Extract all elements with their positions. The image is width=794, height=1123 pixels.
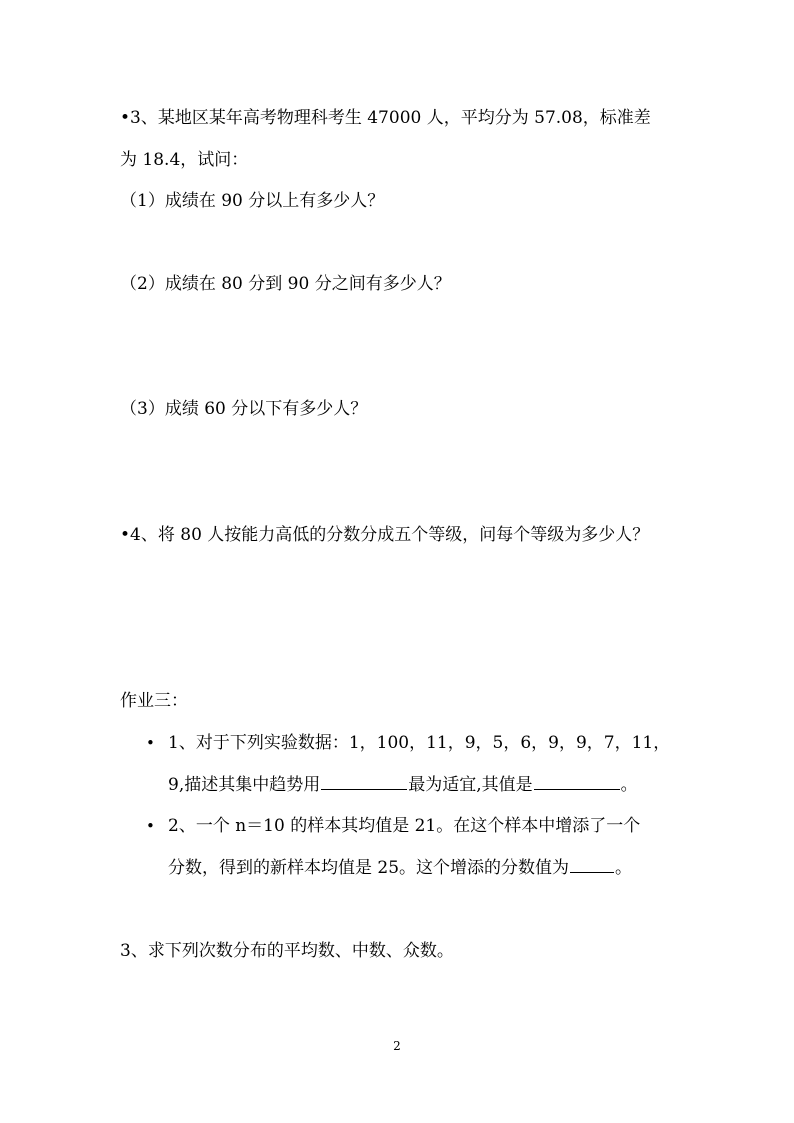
- q4-line1: •4、将 80 人按能力高低的分数分成五个等级，问每个等级为多少人？: [120, 525, 650, 545]
- hw3-item1-line2-c: 。: [620, 775, 638, 795]
- bullet-icon: •: [146, 734, 155, 752]
- hw3-item1-line2-a: 9,描述其集中趋势用: [168, 775, 321, 795]
- q3-sub1: （1）成绩在 90 分以上有多少人？: [120, 191, 385, 211]
- hw3-item1-line1: 1、对于下列实验数据：1，100，11，9，5，6，9，9，7，11，: [168, 733, 671, 753]
- q3-line1: •3、某地区某年高考物理科考生 47000 人，平均分为 57.08，标准差: [120, 108, 651, 128]
- hw3-item2-line2-a: 分数，得到的新样本均值是 25。这个增添的分数值为: [168, 858, 570, 878]
- q3-sub3: （3）成绩 60 分以下有多少人？: [120, 399, 368, 419]
- hw3-item1-line2-b: 最为适宜,其值是: [408, 775, 533, 795]
- answer-blank-3[interactable]: [570, 856, 614, 873]
- hw3-item1-line2: [168, 773, 638, 797]
- page-number: 2: [393, 1039, 401, 1053]
- hw3-item3: 3、求下列次数分布的平均数、中数、众数。: [120, 941, 454, 961]
- bullet-icon: •: [146, 817, 155, 835]
- answer-blank-1[interactable]: [321, 773, 407, 790]
- q3-sub2: （2）成绩在 80 分到 90 分之间有多少人？: [120, 274, 451, 294]
- answer-blank-2[interactable]: [534, 773, 620, 790]
- hw3-item2-line2-b: 。: [615, 858, 633, 878]
- q3-line2: 为 18.4，试问：: [120, 150, 249, 170]
- hw3-title: 作业三：: [120, 691, 188, 711]
- hw3-item2-line2: [168, 856, 632, 880]
- hw3-item2-line1: 2、一个 n＝10 的样本其均值是 21。在这个样本中增添了一个: [168, 816, 641, 836]
